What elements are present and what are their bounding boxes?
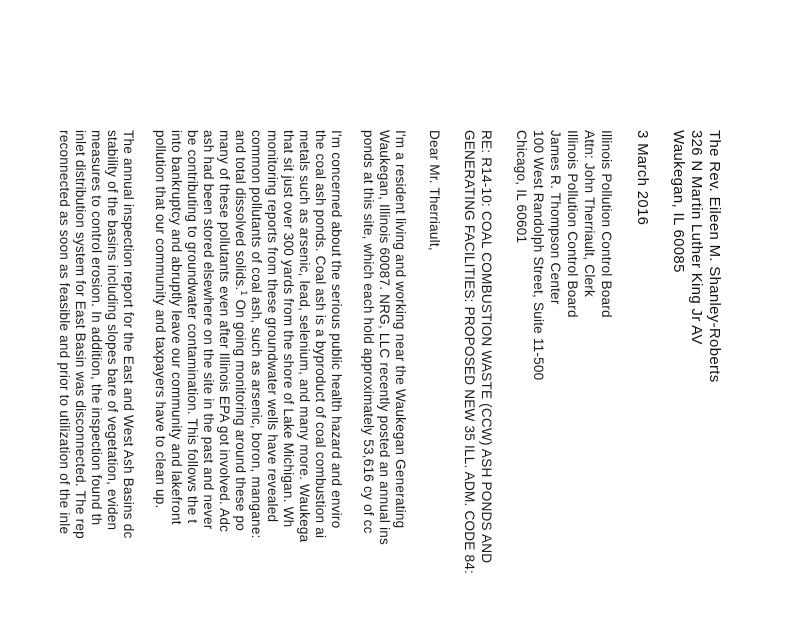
paragraph-line: that sit just over 300 yards from the shore of Lake Michigan. Wh <box>281 130 296 528</box>
recipient-line: Illinois Pollution Control Board <box>599 130 614 318</box>
subject-line: RE: R14-10: COAL COMBUSTION WASTE (CCW) ASH PONDS AND <box>479 130 494 564</box>
footnote-mark: 1 <box>239 290 249 296</box>
paragraph-line: monitoring reports from these groundwater wells have revealed <box>265 130 280 523</box>
paragraph-line: I'm concerned about the serious public health hazard and enviro <box>329 130 344 529</box>
paragraph-line <box>232 130 248 531</box>
paragraph-text: and total dissolved solids. <box>233 130 248 291</box>
paragraph-line: measures to control erosion. In addition, the inspection found th <box>89 130 104 526</box>
paragraph-line: inlet distribution system for East Basin was disconnected. The rep <box>73 130 88 539</box>
letter-date: 3 March 2016 <box>634 130 651 226</box>
recipient-line: Attn: John Therriault, Clerk <box>582 130 597 298</box>
paragraph-line: Waukegan, Illinois 60087. NRG, LLC recently posted an annual ins <box>377 130 392 546</box>
paragraph-line: I'm a resident living and working near the Waukegan Generating <box>393 130 408 529</box>
sender-city: Waukegan, IL 60085 <box>670 130 687 273</box>
paragraph-line: stability of the basins including slopes bare of vegetation, eviden <box>105 130 120 531</box>
paragraph-line: many of these pollutants even after Illinois EPA got involved. Adc <box>217 130 232 533</box>
paragraph-line: ash had been stored elsewhere on the site in the past and never <box>201 130 216 530</box>
paragraph-line: The annual inspection report for the East and West Ash Basins dc <box>121 130 136 539</box>
recipient-line: 100 West Randolph Street, Suite 11-500 <box>531 130 546 381</box>
paragraph-line: common pollutants of coal ash, such as arsenic, boron, mangane: <box>249 130 264 539</box>
paragraph-line: pollution that our community and taxpayers have to clean up. <box>153 130 168 509</box>
recipient-line: Illinois Pollution Control Board <box>565 130 580 318</box>
paragraph-line: the coal ash ponds. Coal ash is a byproduct of coal combustion ai <box>313 130 328 539</box>
paragraph-line: be contributing to groundwater contamination. This follows the t <box>185 130 200 524</box>
paragraph-line: into bankruptcy and abruptly leave our community and lakefront <box>169 130 184 525</box>
paragraph-line: reconnected as soon as feasible and prior to utilization of the inle <box>57 130 72 535</box>
salutation: Dear Mr. Therriault, <box>427 130 442 251</box>
recipient-line: Chicago, IL 60601 <box>514 130 529 244</box>
subject-line: GENERATING FACILITIES: PROPOSED NEW 35 ILL. ADM. CODE 84: <box>462 130 477 574</box>
sender-name: The Rev. Eileen M. Shanley-Roberts <box>706 130 723 383</box>
paragraph-line: ponds at this site, which each hold approximately 53,616 cy of cc <box>361 130 376 534</box>
paragraph-line: metals such as arsenic, lead, selenium, and many more. Waukega <box>297 130 312 543</box>
recipient-line: James R. Thompson Center <box>548 130 563 305</box>
sender-street: 326 N Martin Luther King Jr AV <box>688 130 705 345</box>
paragraph-text: On going monitoring around these po <box>233 299 248 531</box>
